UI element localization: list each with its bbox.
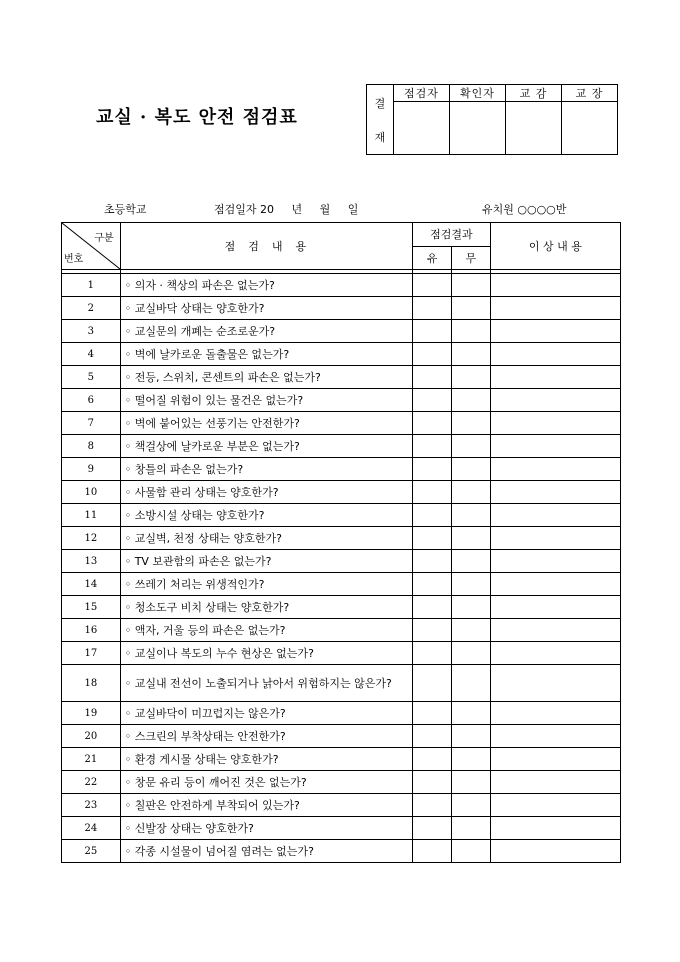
table-row [62, 297, 621, 320]
result-yes-cell[interactable] [413, 725, 452, 748]
sign-confirmer[interactable] [450, 102, 506, 155]
check-item: ◦ 각종 시설물이 넘어질 염려는 없는가? [120, 840, 412, 863]
check-item: ◦ 신발장 상태는 양호한가? [120, 817, 412, 840]
table-row [62, 504, 621, 527]
result-no-cell[interactable] [451, 297, 490, 320]
anomaly-note-cell[interactable] [490, 527, 620, 550]
check-item: ◦ 벽에 붙어있는 선풍기는 안전한가? [120, 412, 412, 435]
row-number: 5 [62, 366, 121, 389]
table-row [62, 642, 621, 665]
anomaly-note-cell[interactable] [490, 389, 620, 412]
anomaly-note-cell[interactable] [490, 573, 620, 596]
check-item: ◦ 교실바닥 상태는 양호한가? [120, 297, 412, 320]
check-item: ◦ 청소도구 비치 상태는 양호한가? [120, 596, 412, 619]
table-row [62, 748, 621, 771]
result-yes-cell[interactable] [413, 320, 452, 343]
result-yes-cell[interactable] [413, 794, 452, 817]
row-number: 4 [62, 343, 121, 366]
anomaly-note-cell[interactable] [490, 297, 620, 320]
result-no-cell[interactable] [451, 702, 490, 725]
result-no-cell[interactable] [451, 458, 490, 481]
result-yes-cell[interactable] [413, 550, 452, 573]
anomaly-note-cell[interactable] [490, 366, 620, 389]
check-item: ◦ 책걸상에 날카로운 부분은 없는가? [120, 435, 412, 458]
row-number: 14 [62, 573, 121, 596]
anomaly-note-cell[interactable] [490, 596, 620, 619]
result-yes-cell[interactable] [413, 573, 452, 596]
row-number: 23 [62, 794, 121, 817]
table-row [62, 389, 621, 412]
result-yes-cell[interactable] [413, 412, 452, 435]
row-number: 6 [62, 389, 121, 412]
anomaly-note-cell[interactable] [490, 702, 620, 725]
table-row [62, 702, 621, 725]
check-item: ◦ 스크린의 부착상태는 안전한가? [120, 725, 412, 748]
result-no-cell[interactable] [451, 665, 490, 702]
result-no-cell[interactable] [451, 412, 490, 435]
approval-box [366, 84, 618, 155]
check-item: ◦ TV 보관함의 파손은 없는가? [120, 550, 412, 573]
result-no-cell[interactable] [451, 794, 490, 817]
header-no: 무 [451, 246, 490, 270]
table-row [62, 412, 621, 435]
page-title: 교실 · 복도 안전 점검표 [96, 107, 298, 128]
check-item: ◦ 벽에 날카로운 돌출물은 없는가? [120, 343, 412, 366]
result-no-cell[interactable] [451, 748, 490, 771]
check-item: ◦ 칠판은 안전하게 부착되어 있는가? [120, 794, 412, 817]
row-number: 17 [62, 642, 121, 665]
check-item: ◦ 교실이나 복도의 누수 현상은 없는가? [120, 642, 412, 665]
result-no-cell[interactable] [451, 366, 490, 389]
table-row [62, 458, 621, 481]
table-row [62, 817, 621, 840]
row-number: 22 [62, 771, 121, 794]
header-yes: 유 [413, 246, 452, 270]
result-no-cell[interactable] [451, 817, 490, 840]
result-yes-cell[interactable] [413, 458, 452, 481]
header-result: 점검결과 [413, 223, 491, 247]
anomaly-note-cell[interactable] [490, 642, 620, 665]
role-inspector: 점검자 [394, 85, 450, 102]
anomaly-note-cell[interactable] [490, 320, 620, 343]
check-item: ◦ 사물함 관리 상태는 양호한가? [120, 481, 412, 504]
inspection-date: 점검일자 20 년 월 일 [214, 203, 359, 216]
table-row [62, 771, 621, 794]
row-number: 12 [62, 527, 121, 550]
anomaly-note-cell[interactable] [490, 840, 620, 863]
row-number: 8 [62, 435, 121, 458]
result-no-cell[interactable] [451, 771, 490, 794]
anomaly-note-cell[interactable] [490, 274, 620, 297]
row-number: 3 [62, 320, 121, 343]
result-yes-cell[interactable] [413, 748, 452, 771]
result-yes-cell[interactable] [413, 527, 452, 550]
sign-principal[interactable] [562, 102, 618, 155]
result-no-cell[interactable] [451, 504, 490, 527]
anomaly-note-cell[interactable] [490, 794, 620, 817]
result-yes-cell[interactable] [413, 840, 452, 863]
table-row [62, 366, 621, 389]
result-yes-cell[interactable] [413, 435, 452, 458]
anomaly-note-cell[interactable] [490, 817, 620, 840]
anomaly-note-cell[interactable] [490, 619, 620, 642]
row-number: 21 [62, 748, 121, 771]
table-row [62, 619, 621, 642]
row-number: 18 [62, 665, 121, 702]
result-yes-cell[interactable] [413, 389, 452, 412]
result-yes-cell[interactable] [413, 297, 452, 320]
table-row [62, 665, 621, 702]
table-row [62, 596, 621, 619]
result-no-cell[interactable] [451, 435, 490, 458]
check-item: ◦ 교실문의 개폐는 순조로운가? [120, 320, 412, 343]
check-item: ◦ 액자, 거울 등의 파손은 없는가? [120, 619, 412, 642]
table-row [62, 840, 621, 863]
approval-label [367, 85, 394, 155]
anomaly-note-cell[interactable] [490, 504, 620, 527]
row-number: 7 [62, 412, 121, 435]
anomaly-note-cell[interactable] [490, 665, 620, 702]
row-number: 24 [62, 817, 121, 840]
check-item: ◦ 소방시설 상태는 양호한가? [120, 504, 412, 527]
result-no-cell[interactable] [451, 481, 490, 504]
row-number: 9 [62, 458, 121, 481]
anomaly-note-cell[interactable] [490, 550, 620, 573]
anomaly-note-cell[interactable] [490, 748, 620, 771]
result-no-cell[interactable] [451, 343, 490, 366]
result-no-cell[interactable] [451, 840, 490, 863]
header-corner [62, 223, 121, 270]
role-principal: 교 장 [562, 85, 618, 102]
role-vice-principal: 교 감 [506, 85, 562, 102]
check-item: ◦ 창틀의 파손은 없는가? [120, 458, 412, 481]
result-yes-cell[interactable] [413, 817, 452, 840]
anomaly-note-cell[interactable] [490, 481, 620, 504]
result-no-cell[interactable] [451, 642, 490, 665]
result-no-cell[interactable] [451, 596, 490, 619]
check-item: ◦ 떨어질 위험이 있는 물건은 없는가? [120, 389, 412, 412]
approval-label-bottom: 재 [374, 130, 386, 144]
result-no-cell[interactable] [451, 320, 490, 343]
result-no-cell[interactable] [451, 274, 490, 297]
result-yes-cell[interactable] [413, 504, 452, 527]
table-row [62, 725, 621, 748]
table-row [62, 274, 621, 297]
result-yes-cell[interactable] [413, 619, 452, 642]
checklist-table [61, 222, 621, 863]
row-number: 1 [62, 274, 121, 297]
kindergarten-class: 유치원 ○○○○반 [482, 203, 567, 216]
approval-label-top: 결 [374, 96, 386, 110]
result-no-cell[interactable] [451, 619, 490, 642]
anomaly-note-cell[interactable] [490, 458, 620, 481]
row-number: 19 [62, 702, 121, 725]
row-number: 13 [62, 550, 121, 573]
result-no-cell[interactable] [451, 550, 490, 573]
table-row [62, 527, 621, 550]
check-item: ◦ 교실바닥이 미끄럽지는 않은가? [120, 702, 412, 725]
result-yes-cell[interactable] [413, 771, 452, 794]
check-item: ◦ 환경 게시물 상태는 양호한가? [120, 748, 412, 771]
table-row [62, 481, 621, 504]
result-yes-cell[interactable] [413, 596, 452, 619]
table-row [62, 573, 621, 596]
row-number: 11 [62, 504, 121, 527]
sign-vice-principal[interactable] [506, 102, 562, 155]
table-row [62, 343, 621, 366]
anomaly-note-cell[interactable] [490, 435, 620, 458]
result-no-cell[interactable] [451, 389, 490, 412]
result-no-cell[interactable] [451, 725, 490, 748]
school-label: 초등학교 [104, 203, 147, 216]
header-items: 점 검 내 용 [120, 223, 412, 270]
result-yes-cell[interactable] [413, 665, 452, 702]
check-item: ◦ 의자 · 책상의 파손은 없는가? [120, 274, 412, 297]
check-item: ◦ 전등, 스위치, 콘센트의 파손은 없는가? [120, 366, 412, 389]
row-number: 20 [62, 725, 121, 748]
check-item: ◦ 창문 유리 등이 깨어진 것은 없는가? [120, 771, 412, 794]
result-yes-cell[interactable] [413, 642, 452, 665]
checklist-rows [62, 274, 621, 863]
result-yes-cell[interactable] [413, 274, 452, 297]
row-number: 15 [62, 596, 121, 619]
result-yes-cell[interactable] [413, 702, 452, 725]
anomaly-note-cell[interactable] [490, 412, 620, 435]
sign-inspector[interactable] [394, 102, 450, 155]
table-row [62, 550, 621, 573]
table-row [62, 794, 621, 817]
result-yes-cell[interactable] [413, 366, 452, 389]
row-number: 2 [62, 297, 121, 320]
header-gubun: 구분 [94, 233, 114, 244]
check-item: ◦ 쓰레기 처리는 위생적인가? [120, 573, 412, 596]
row-number: 25 [62, 840, 121, 863]
anomaly-note-cell[interactable] [490, 343, 620, 366]
result-no-cell[interactable] [451, 527, 490, 550]
table-row [62, 435, 621, 458]
check-item: ◦ 교실벽, 천정 상태는 양호한가? [120, 527, 412, 550]
result-yes-cell[interactable] [413, 343, 452, 366]
anomaly-note-cell[interactable] [490, 725, 620, 748]
header-note: 이 상 내 용 [490, 223, 620, 270]
role-confirmer: 확인자 [450, 85, 506, 102]
anomaly-note-cell[interactable] [490, 771, 620, 794]
row-number: 10 [62, 481, 121, 504]
result-no-cell[interactable] [451, 573, 490, 596]
header-beonho: 번호 [64, 254, 84, 265]
check-item: ◦ 교실내 전선이 노출되거나 낡아서 위험하지는 않은가? [120, 665, 412, 702]
table-row [62, 320, 621, 343]
row-number: 16 [62, 619, 121, 642]
result-yes-cell[interactable] [413, 481, 452, 504]
